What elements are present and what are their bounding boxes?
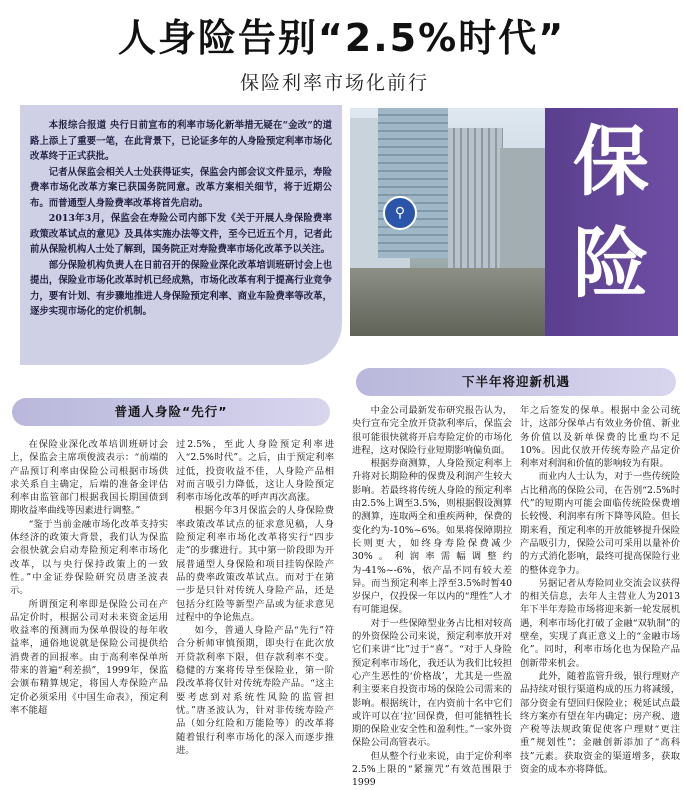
paragraph: 如今，普通人身险产品“先行”符合分析师审慎预期，即央行在此次放开贷款利率下限，但存款利率不变。稳健的方案将传导至保险业，第一阶段改革将仅针对传统寿险产品。“这主要考虑到对系统性风险的监管担忧。”唐圣波认为，针对非传统寿险产品（如分红险和万能险等）的改革将随着银行利率市场化的深入而逐步推进。 [176, 625, 334, 756]
paragraph: 在保险业深化改革培训班研讨会上，保监会主席项俊波表示：“前端的产品预订利率由保险公司根据市场供求关系自主确定，后端的准备金评估利率由监管部门根据我国长期国债到期收益率曲线等因素进行调整。” [10, 439, 168, 517]
section-header-left: 普通人身险“先行” [12, 398, 330, 426]
headline: 人身险告别“2.5%时代” [117, 16, 566, 60]
paragraph: 根据券商测算，人身险预定利率上升将对长期险种的保费及利润产生较大影响。若最终将传统人身险的预定利率由2.5%上调至3.5%，则根据假设测算的测算，连取两全和重疾两种，保费的变化约为-10%~6%。如果将保障期拉长则更大，如终身寿险保费减少30%。利润率需幅调整约为-41%~-6%，依产品不同有较大差异。而当预定利率上浮至3.5%时暂40岁保户，仅投保一年以内的“理性”人才有可能退保。 [352, 458, 512, 616]
article-column [352, 404, 512, 790]
article-column [520, 404, 680, 776]
subheadline: 保险利率市场化前行 [240, 72, 430, 94]
insurance-sign [545, 108, 678, 336]
lead-paragraph: 记者从保监会相关人士处获得证实，保监会内部会议文件显示，寿险费率市场化改革方案已获国务院同意。改革方案相关细节，将于近期公布。而普通型人身险费率改革将首先启动。 [30, 166, 332, 209]
lead-paragraph: 2013年3月，保监会在寿险公司内部下发《关于开展人身保险费率政策改革试点的意见》及具体实施办法等文件，至今已近五个月，记者此前从保险机构人士处了解到，国务院正对寿险费率市场化改革予以关注。 [30, 213, 332, 255]
paragraph: 另据记者从寿险同业交流会议获得的相关信息，去年人主营业人为2013年下半年寿险市场将迎来新一轮发展机遇，利率市场化打破了金融“双轨制”的壁垒，实现了真正意义上的“金融市场化”。同时，利率市场化也为保险产品创新带来机会。 [520, 577, 680, 669]
paragraph: 此外，随着监管升级，银行理财产品持续对银行渠道构成的压力将减缓，部分资金有望回归保险业；税延试点最终方案亦有望在年内确定；房产税、遗产税等法规政策促使客户理财“更注重”规划性”；金融创新添加了“高科技”元素。获取资金的渠道增多，获取资金的成本亦将降低。 [520, 670, 680, 776]
paragraph: 而业内人士认为，对于一些传统险占比稍高的保险公司，在告别“2.5%时代”的短期内可能会面临传统险保费增长较慢、利润率有所下降等风险。但长期来看，预定利率的开放能够提升保险产品吸引力，保险公司可采用以量补价的方式消化影响，最终可提高保险行业的整体竞争力。 [520, 471, 680, 576]
news-photo [350, 108, 678, 336]
sign-char: 保 [573, 117, 649, 206]
section-header-right: 下半年将迎新机遇 [356, 368, 676, 396]
building [448, 128, 503, 268]
paragraph: 但从整个行业来说，由于定价利率2.5%上限的“紧箍咒”有效范围限于1999 [352, 750, 512, 789]
lead-paragraph: 本报综合报道 央行日前宣布的利率市场化新举措无疑在“金改”的道路上添上了重要一笔，在此背景下，已论证多年的人身险预定利率市场化改革终于正式获批。 [30, 120, 332, 162]
paragraph: 过2.5%，至此人身险预定利率进入“2.5%时代”。之后，由于预定利率过低，投资收益不佳，人身险产品相对而言吸引力降低，这让人身险预定利率市场化改革的呼声再次高涨。 [176, 439, 334, 504]
bicycle-sign-icon: ⚲ [383, 196, 417, 230]
lead-paragraph: 部分保险机构负责人在日前召开的保险业深化改革培训班研讨会上也提出，保险业市场化改革时机已经成熟，市场化改革有利于提高行业竞争力，要有计划、有步骤地推进人身保险预定利率、商业车险费率等改革，逐步实现市场化的定价机制。 [30, 259, 332, 317]
paragraph: 中金公司最新发布研究报告认为，央行宣布完全放开贷款利率后，保监会很可能很快就将开启寿险定价的市场化进程，这对保险行业短期影响偏负面。 [352, 405, 512, 456]
paragraph: 根据今年3月保监会的人身保险费率政策改革试点的征求意见稿，人身险预定利率市场化改革将实行“四步走”的步骤进行。其中第一阶段即为开展普通型人身保险和项目挂钩保险产品的费率政策改革试点。而对于在第一步是只针对传统人身险产品，还是包括分红险等新型产品或为征求意见过程中的争论焦点。 [176, 505, 334, 623]
building [500, 148, 545, 268]
paragraph: 所谓预定利率即是保险公司在产品定价时，根据公司对未来资金运用收益率的预测而为保单假设的每年收益率，通俗地说就是保险公司提供给消费者的回报率。由于高利率保单所带来的普遍“利差损”，1999年，保监会颁布精算规定，将国人寿保险产品定价必须采用《中国生命表》，预定利率不能超 [10, 598, 168, 716]
building [378, 108, 448, 258]
paragraph: 对于一些保障型业务占比相对较高的外资保险公司来说，预定利率放开对它们来讲“比”过于“喜”。“对于人身险预定利率市场化，我还认为我们比较担心产生恶性的‘价格战’，尤其是一些盈利主要来自投资市场的保险公司需来的影响。根据统计，在内资前十名中它们或许可以在‘拉’回保费，但可能牺牲长期的保险业安全性和盈利性。”一家外资保险公司高管表示。 [352, 617, 512, 749]
sign-char: 险 [573, 219, 649, 308]
street [350, 268, 545, 336]
article-column [176, 438, 334, 757]
lead-article [30, 118, 332, 320]
article-column [10, 438, 168, 717]
paragraph: “鉴于当前金融市场化改革支持实体经济的政策大背景，我们认为保监会很快就会启动寿险预定利率市场化改革，以与央行保持政策上的一致性。”中金证券保险研究员唐圣波表示。 [10, 518, 168, 597]
paragraph: 年之后签发的保单。根据中金公司统计，这部分保单占有效业务价值、新业务价值以及新单保费的比重均不足10%。因此仅放开传统寿险产品定价利率对利润和价值的影响较为有限。 [520, 405, 680, 470]
